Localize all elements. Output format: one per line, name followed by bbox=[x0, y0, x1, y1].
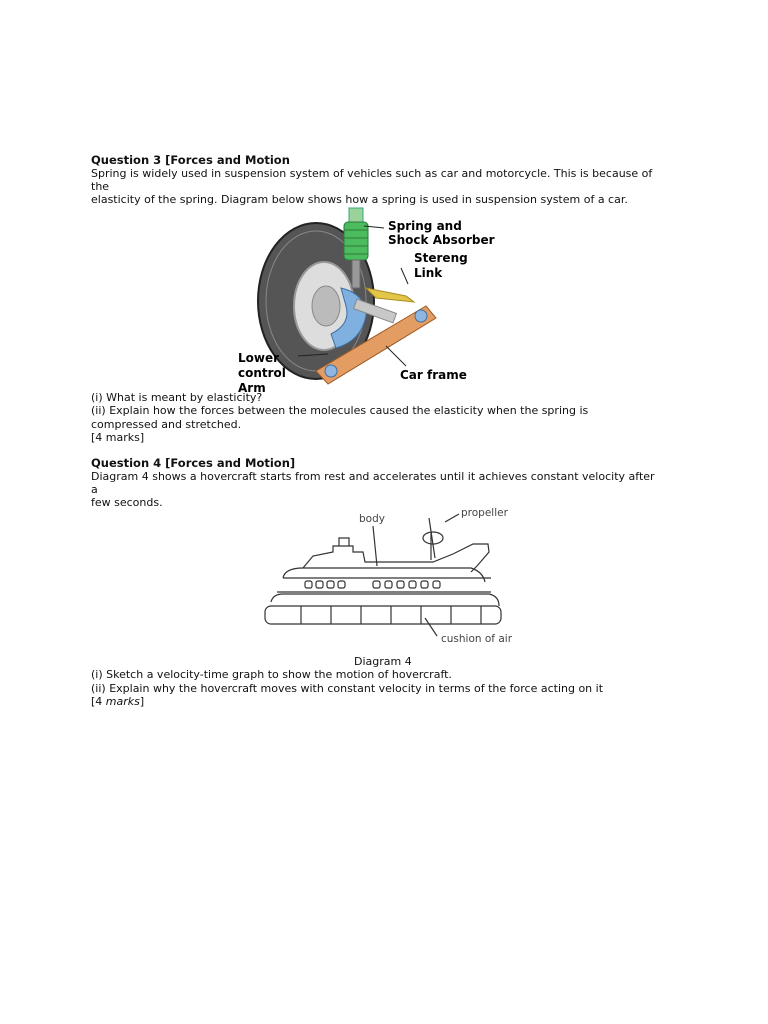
label-control: control bbox=[238, 366, 286, 380]
question-3-part-ii-line-1: (ii) Explain how the forces between the molecules caused the elasticity when the spring is bbox=[91, 404, 589, 417]
question-3-marks: [4 marks] bbox=[91, 431, 145, 444]
question-4-marks bbox=[91, 695, 144, 708]
question-4-part-ii: (ii) Explain why the hovercraft moves with constant velocity in terms of the force acting on it bbox=[91, 682, 604, 695]
question-4-intro-line-2: a bbox=[91, 483, 98, 496]
label-propeller: propeller bbox=[461, 507, 508, 519]
label-link: Link bbox=[414, 266, 443, 280]
marks-open: [4 bbox=[91, 695, 106, 708]
question-4-part-i: (i) Sketch a velocity-time graph to show the motion of hovercraft. bbox=[91, 668, 452, 681]
hovercraft-diagram bbox=[253, 502, 525, 652]
label-car-frame: Car frame bbox=[400, 368, 467, 382]
label-arm: Arm bbox=[238, 381, 266, 395]
question-4-intro-line-1: Diagram 4 shows a hovercraft starts from rest and accelerates until it achieves constant velocity after bbox=[91, 470, 655, 483]
diagram-4-caption: Diagram 4 bbox=[354, 655, 412, 668]
hovercraft-body bbox=[283, 568, 485, 582]
label-lower: Lower bbox=[238, 351, 280, 365]
label-body: body bbox=[359, 513, 385, 525]
shock-rod bbox=[352, 260, 360, 288]
suspension-diagram bbox=[236, 206, 496, 396]
marks-italic: marks bbox=[105, 695, 140, 708]
label-stereng: Stereng bbox=[414, 251, 468, 265]
question-4-intro-line-3: few seconds. bbox=[91, 496, 163, 509]
shock-top-mount bbox=[349, 208, 363, 222]
question-3-intro-line-2: the bbox=[91, 180, 110, 193]
label-shock-absorber: Shock Absorber bbox=[388, 233, 495, 247]
label-cushion-of-air: cushion of air bbox=[441, 633, 513, 645]
question-3-title: Question 3 [Forces and Motion bbox=[91, 153, 290, 167]
label-spring: Spring and bbox=[388, 219, 462, 233]
question-3-part-i: (i) What is meant by elasticity? bbox=[91, 391, 263, 404]
question-4-title: Question 4 [Forces and Motion] bbox=[91, 456, 296, 470]
question-3-intro-line-1: Spring is widely used in suspension system of vehicles such as car and motorcycle. This is because of bbox=[91, 167, 653, 180]
question-3-intro-line-3: elasticity of the spring. Diagram below shows how a spring is used in suspension system of a car. bbox=[91, 193, 628, 206]
marks-close: ] bbox=[139, 695, 145, 708]
air-cushion bbox=[265, 606, 501, 624]
question-3-part-ii-line-2: compressed and stretched. bbox=[91, 418, 242, 431]
hovercraft-skirt-top bbox=[271, 594, 499, 606]
